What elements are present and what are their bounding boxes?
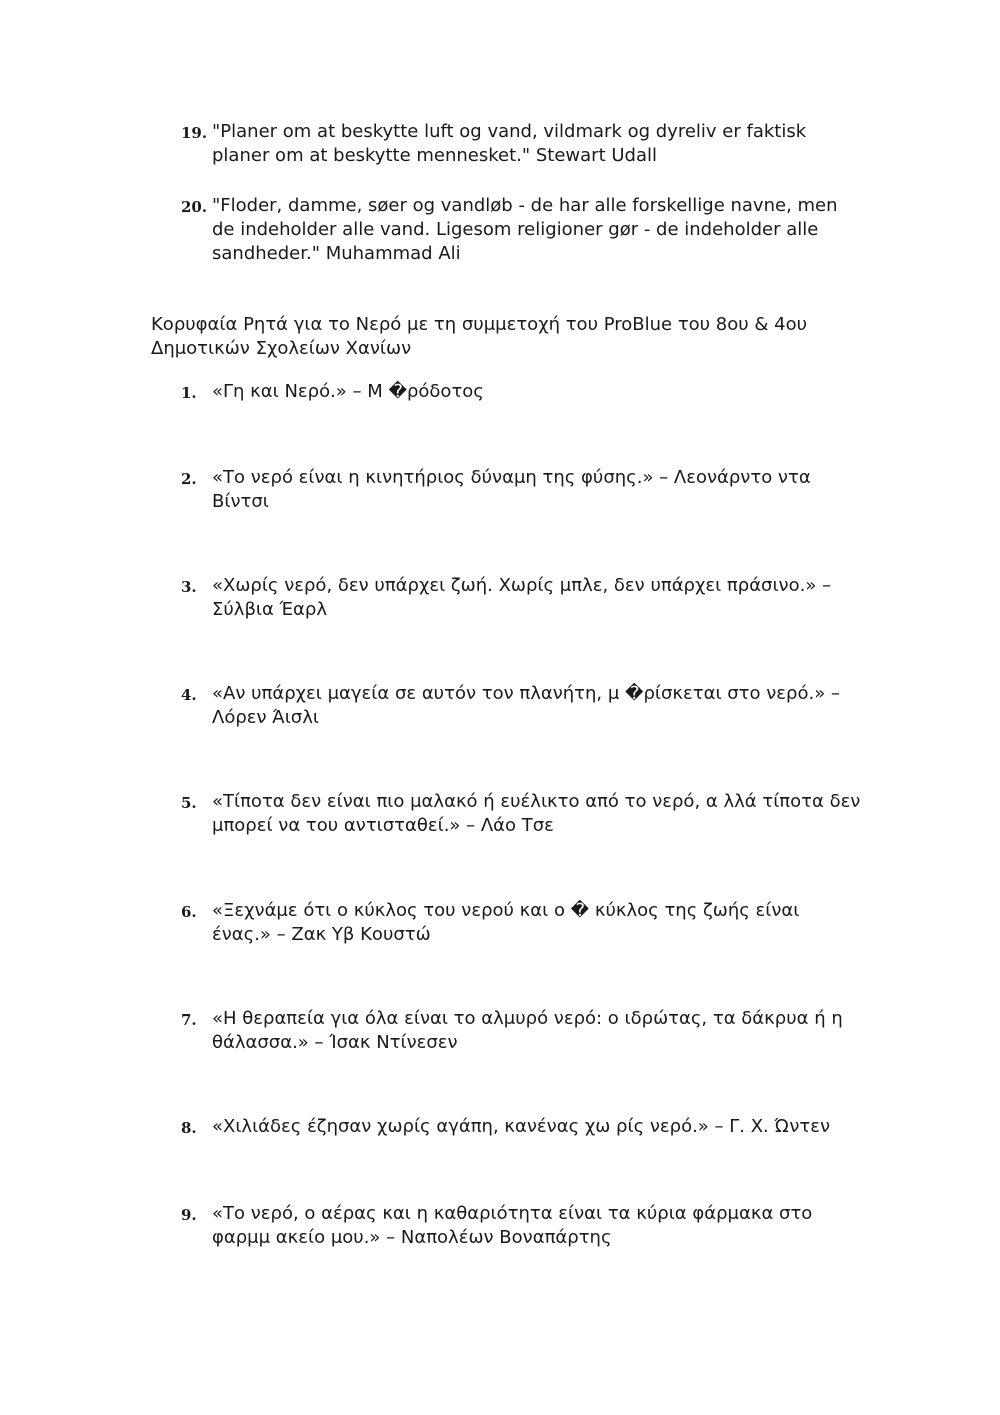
- quote-number: 4.: [181, 686, 197, 704]
- quote-item-1: [181, 380, 861, 404]
- quote-number: 7.: [181, 1011, 197, 1029]
- quote-number: 8.: [181, 1119, 197, 1137]
- quote-text: "Floder, damme, søer og vandløb - de har alle forskellige navne, men de indeholder alle vand. Ligesom religioner gør - de indeholder alle sandheder." Muhammad Ali: [212, 195, 838, 264]
- quote-text: «Αν υπάρχει μαγεία σε αυτόν τον πλανήτη, μ �ρίσκεται στο νερό.» – Λόρεν Άισλι: [212, 683, 840, 728]
- quote-number: 3.: [181, 578, 197, 596]
- quote-text: "Planer om at beskytte luft og vand, vildmark og dyreliv er faktisk planer om at beskytte mennesket." Stewart Udall: [212, 121, 807, 166]
- quote-number: 1.: [181, 384, 197, 402]
- quote-text: «Το νερό, ο αέρας και η καθαριότητα είναι τα κύρια φάρμακα στο φαρμμ ακείο μου.» – Ναπολέων Βοναπάρτης: [212, 1203, 813, 1248]
- quote-item-19: [181, 120, 861, 168]
- quote-item-3: [181, 574, 861, 622]
- quote-item-9: [181, 1202, 861, 1250]
- quote-number: 20.: [181, 198, 208, 216]
- quote-item-8: [181, 1115, 861, 1139]
- quote-item-6: [181, 899, 861, 947]
- quote-text: «Τίποτα δεν είναι πιο μαλακό ή ευέλικτο από το νερό, α λλά τίποτα δεν μπορεί να του αντισταθεί.» – Λάο Τσε: [212, 791, 861, 836]
- quote-item-20: [181, 194, 861, 266]
- quote-number: 2.: [181, 470, 197, 488]
- quote-item-4: [181, 682, 861, 730]
- quote-number: 9.: [181, 1206, 197, 1224]
- quote-item-2: [181, 466, 861, 514]
- quote-text: «Το νερό είναι η κινητήριος δύναμη της φύσης.» – Λεονάρντο ντα Βίντσι: [212, 467, 811, 512]
- quote-text: «Ξεχνάμε ότι ο κύκλος του νερού και ο � κύκλος της ζωής είναι ένας.» – Ζακ Υβ Κουστώ: [212, 900, 800, 945]
- quote-text: «Η θεραπεία για όλα είναι το αλμυρό νερό: ο ιδρώτας, τα δάκρυα ή η θάλασσα.» – Ίσακ Ντίνεσεν: [212, 1008, 843, 1053]
- section-heading: Κορυφαία Ρητά για το Νερό με τη συμμετοχή του ProBlue του 8ου & 4ου Δημοτικών Σχολείων Χανίων: [151, 314, 808, 359]
- quote-number: 19.: [181, 124, 208, 142]
- quote-item-7: [181, 1007, 861, 1055]
- quote-text: «Χιλιάδες έζησαν χωρίς αγάπη, κανένας χω ρίς νερό.» – Γ. Χ. Ώντεν: [212, 1116, 831, 1137]
- quote-text: «Γη και Νερό.» – Μ �ρόδοτος: [212, 381, 484, 402]
- quote-item-5: [181, 790, 861, 838]
- quote-number: 5.: [181, 794, 197, 812]
- quote-number: 6.: [181, 903, 197, 921]
- quote-text: «Χωρίς νερό, δεν υπάρχει ζωή. Χωρίς μπλε, δεν υπάρχει πράσινο.» – Σύλβια Έαρλ: [212, 575, 832, 620]
